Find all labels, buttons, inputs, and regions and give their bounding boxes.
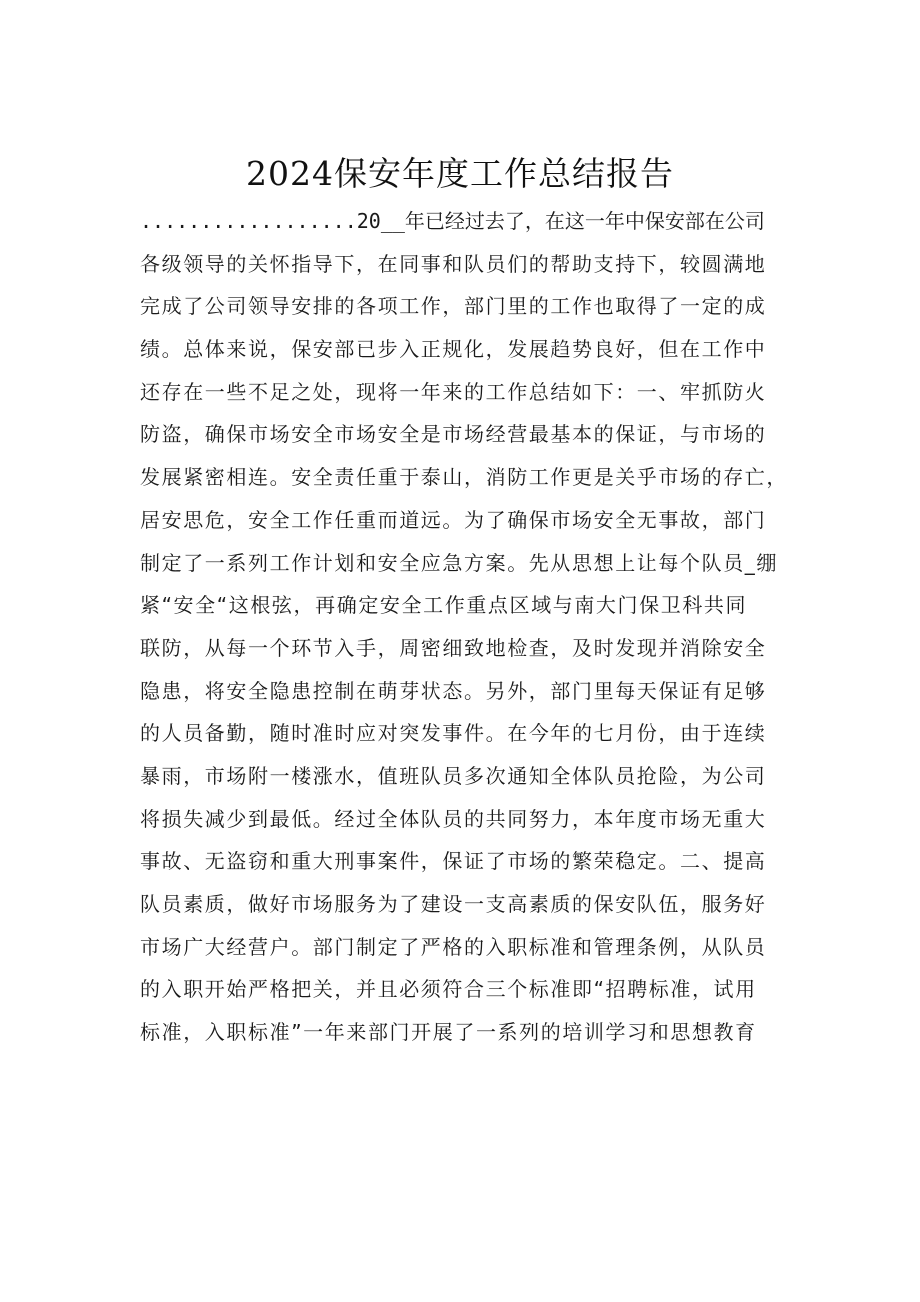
body-line: 隐患，将安全隐患控制在萌芽状态。另外，部门里每天保证有足够 (140, 678, 767, 703)
body-line: 事故、无盗窃和重大刑事案件，保证了市场的繁荣稳定。二、提高 (140, 849, 767, 874)
body-line: 队员素质，做好市场服务为了建设一支高素质的保安队伍，服务好 (140, 892, 767, 916)
body-line: 绩。总体来说，保安部已步入正规化，发展趋势良好，但在工作中 (140, 337, 767, 362)
body-line: 的入职开始严格把关，并且必须符合三个标准即“招聘标准，试用 (140, 977, 757, 1002)
body-line: 的人员备勤，随时准时应对突发事件。在今年的七月份，由于连续 (140, 721, 767, 746)
body-line: 防盗，确保市场安全市场安全是市场经营最基本的保证，与市场的 (140, 422, 767, 447)
body-line: ..................20__年已经过去了，在这一年中保安部在公司 (140, 209, 765, 233)
body-line: 发展紧密相连。安全责任重于泰山，消防工作更是关乎市场的存亡， (140, 465, 788, 490)
body-line: 联防，从每一个环节入手，周密细致地检查，及时发现并消除安全 (140, 635, 767, 660)
body-line: 制定了一系列工作计划和安全应急方案。先从思想上让每个队员_绷 (140, 550, 778, 575)
body-line: 市场广大经营户。部门制定了严格的入职标准和管理条例，从队员 (140, 934, 767, 959)
document-body (140, 200, 788, 1054)
body-line: 将损失减少到最低。经过全体队员的共同努力，本年度市场无重大 (140, 806, 767, 831)
body-line: 标准，入职标准”一年来部门开展了一系列的培训学习和思想教育 (140, 1020, 757, 1045)
body-line: 暴雨，市场附一楼涨水，值班队员多次通知全体队员抢险，为公司 (140, 763, 767, 788)
body-line: 居安思危，安全工作任重而道远。为了确保市场安全无事故，部门 (140, 507, 767, 532)
body-line: 完成了公司领导安排的各项工作，部门里的工作也取得了一定的成 (140, 294, 767, 319)
body-line: 紧“安全“这根弦，再确定安全工作重点区域与南大门保卫科共同 (140, 593, 748, 618)
body-line: 各级领导的关怀指导下，在同事和队员们的帮助支持下，较圆满地 (140, 251, 767, 276)
body-line: 还存在一些不足之处，现将一年来的工作总结如下：一、牢抓防火 (140, 379, 767, 404)
document-title: 2024保安年度工作总结报告 (246, 154, 674, 193)
